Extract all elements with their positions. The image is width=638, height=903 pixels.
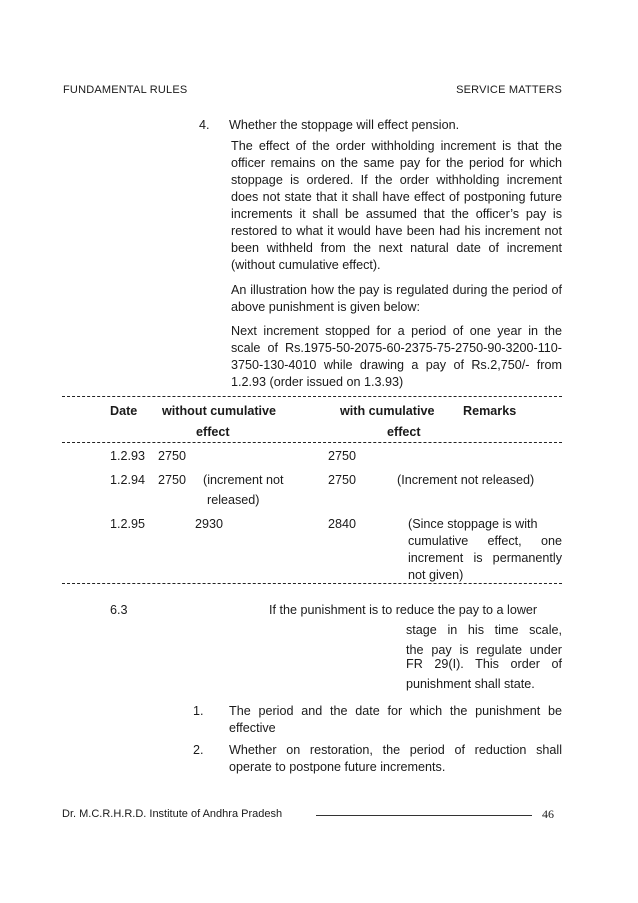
column-header-without-cumulative: without cumulative bbox=[162, 404, 277, 418]
paragraph-illustration: An illustration how the pay is regulated during the period of above punishment is given below: bbox=[231, 283, 562, 314]
table-cell-remarks: cumulative effect, one bbox=[408, 534, 562, 548]
column-header-with-cumulative: with cumulative bbox=[340, 404, 435, 418]
page-number: 46 bbox=[542, 807, 554, 821]
table-cell-remarks: (Increment not released) bbox=[397, 473, 535, 487]
list-item-text: Whether on restoration, the period of reduction shall bbox=[229, 743, 562, 757]
running-header-right: SERVICE MATTERS bbox=[456, 84, 562, 96]
table-cell-date: 1.2.94 bbox=[110, 473, 146, 487]
table-cell-without-note: released) bbox=[207, 493, 260, 507]
footer-institute: Dr. M.C.R.H.R.D. Institute of Andhra Pradesh bbox=[62, 808, 283, 820]
list-item-text: The period and the date for which the punishment be bbox=[229, 704, 562, 718]
footer-rule bbox=[316, 815, 532, 816]
section-text-line: stage in his time scale, bbox=[406, 623, 562, 637]
section-text-line: punishment shall state. bbox=[406, 677, 535, 691]
column-header-effect-without: effect bbox=[196, 425, 230, 439]
table-cell-without: 2750 bbox=[158, 473, 187, 487]
table-cell-remarks: (Since stoppage is with bbox=[408, 517, 538, 531]
table-header-rule bbox=[62, 442, 562, 443]
table-cell-remarks: not given) bbox=[408, 568, 464, 582]
column-header-remarks: Remarks bbox=[463, 404, 517, 418]
item-heading: Whether the stoppage will effect pension. bbox=[229, 118, 460, 132]
paragraph-increment-stopped: Next increment stopped for a period of one year in the scale of Rs.1975-50-2075-60-2375-75-2750-90-3200-110-3750-130-4010 while drawing a pay of Rs.2,750/- from 1.2.93 (order issued on 1.3.93) bbox=[231, 324, 562, 389]
table-cell-with: 2750 bbox=[328, 473, 357, 487]
section-lead-text: If the punishment is to reduce the pay to a lower bbox=[269, 603, 538, 617]
column-header-date: Date bbox=[110, 404, 138, 418]
table-cell-without: 2930 bbox=[195, 517, 224, 531]
table-cell-date: 1.2.95 bbox=[110, 517, 146, 531]
table-cell-with: 2750 bbox=[328, 449, 357, 463]
item-number: 4. bbox=[199, 118, 210, 132]
running-header-left: FUNDAMENTAL RULES bbox=[63, 84, 188, 96]
list-item-text: effective bbox=[229, 721, 276, 735]
list-item-number: 1. bbox=[193, 704, 204, 718]
table-cell-remarks: increment is permanently bbox=[408, 551, 562, 565]
section-text-line: FR 29(I). This order of bbox=[406, 657, 562, 671]
table-cell-with: 2840 bbox=[328, 517, 357, 531]
table-cell-without: 2750 bbox=[158, 449, 187, 463]
list-item-text: operate to postpone future increments. bbox=[229, 760, 446, 774]
table-cell-date: 1.2.93 bbox=[110, 449, 146, 463]
list-item-number: 2. bbox=[193, 743, 204, 757]
paragraph-effect: The effect of the order withholding increment is that the officer remains on the same pay for the period for which stoppage is ordered. If the order withholding increment does not state that it shall have effect of postponing future increments it shall be assumed that the officer’s pay is restored to what it would have been had his increment not been withheld from the next natural date of increment (without cumulative effect). bbox=[231, 139, 562, 272]
section-text-line: the pay is regulate under bbox=[406, 643, 562, 657]
table-top-rule bbox=[62, 396, 562, 397]
section-number: 6.3 bbox=[110, 603, 128, 617]
table-cell-without-note: (increment not bbox=[203, 473, 284, 487]
table-bottom-rule bbox=[62, 583, 562, 584]
column-header-effect-with: effect bbox=[387, 425, 421, 439]
